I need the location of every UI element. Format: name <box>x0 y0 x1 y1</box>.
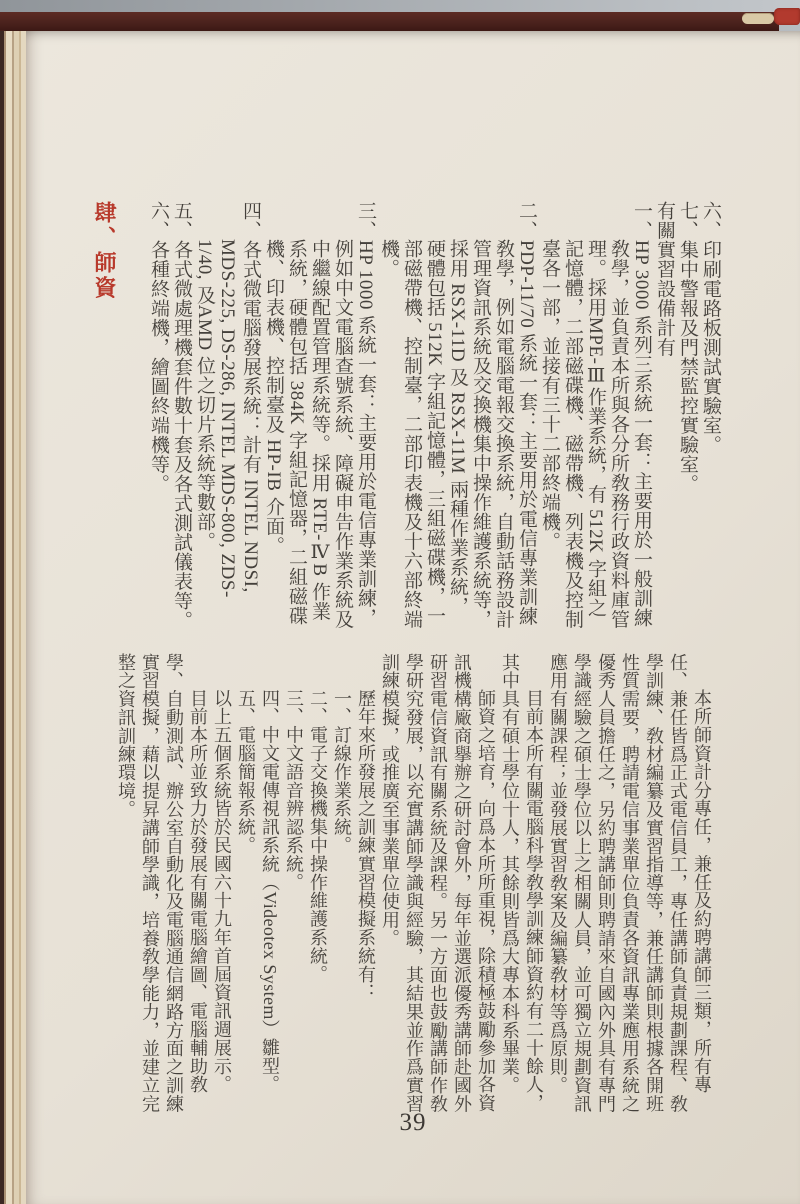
equipment-item: 二、PDP-11/70 系統一套：主要用於電信專業訓練敎學，例如電腦電報交換系統，自動話務設計管理資訊系統及交換機集中操作維護系統等，採用 RSX-11D 及 RSX-11M 兩種作業系統，硬體包括 512K 字組記憶體，三組磁碟機，一部磁帶機、控制臺，二部印表機及十六部終端機。 <box>378 201 537 629</box>
cover-wear-mark <box>742 13 774 24</box>
book-cover-edge <box>0 12 779 33</box>
equipment-item: 五、各式微處理機套件數十套及各式測試儀表等。 <box>171 201 192 630</box>
equipment-item: 六、各種終端機，繪圖終端機等。 <box>148 201 169 494</box>
list-item: 七、集中警報及門禁監控實驗室。 <box>677 201 698 494</box>
equipment-lead: 有關實習設備計有 <box>654 201 675 357</box>
book-page <box>26 31 800 1204</box>
system-item: 二、電子交換機集中操作維護系統。 <box>308 689 328 984</box>
equipment-item: 三、HP 1000 系統一套：主要用於電信專業訓練，例如中文電腦查號系統、障礙申告作業系統及中繼線配置管理系統等。採用 RTE-ⅣB 作業系統，硬體包括 384K 字組記憶器，二組磁碟機、印表機、控制臺及 HP-IB 介面。 <box>263 201 376 629</box>
paragraph: 本所師資計分專任，兼任及約聘講師三類，所有專任、兼任皆爲正式電信員工，專任講師負責規劃課程、敎學訓練、敎材編纂及實習指導等，兼任講師則根據各開班性質需要，聘請電信事業單位負責各資訊專業應用系統之優秀人員擔任之，另約聘講師則聘請來自國內外具有專門學識經驗之碩士學位以上之相關人員，並可獨立規劃資訊應用有關課程；並發展實習敎案及編纂敎材等爲原則。 <box>548 653 712 1113</box>
equipment-item: 一、HP 3000 系列三系統一套：主要用於一般訓練敎學，並負責本所與各分所敎務行政資料庫管理。採用MPE-Ⅲ作業系統，有 512K 字組之記憶體，二部磁碟機、磁帶機、列表機及控制臺各一部，並接有三十二部終端機。 <box>539 201 652 629</box>
page-stack-edge <box>0 31 26 1204</box>
cover-wear-mark-red <box>774 8 800 25</box>
paragraph: 目前本所並致力於發展有關電腦繪圖、電腦輔助敎學、自動測試、辦公室自動化及電腦通信網路方面之訓練實習模擬，藉以提昇講師學識，培養敎學能力，並建立完整之資訊訓練環境。 <box>116 653 208 1113</box>
list-item: 六、印刷電路板測試實驗室。 <box>700 201 721 455</box>
page-number: 39 <box>399 1109 427 1136</box>
paragraph: 師資之培育，向爲本所所重視，除積極鼓勵參加各資訊機構廠商擧辦之研討會外，每年並選派優秀講師赴國外研習電信資訊有關系統及課程。另一方面也鼓勵講師作敎學研究發展，以充實講師學識與經驗，其結果並作爲實習訓練模擬，或推廣至事業單位使用。 <box>380 653 496 1113</box>
equipment-item: 四、各式微電腦發展系統：計有 INTEL NDSI, MDS-225, DS-286, INTEL MDS-800, ZDS-1/40, 及AMD 位之切片系統等數部。 <box>194 201 261 598</box>
section-heading: 肆、師資 <box>92 201 117 301</box>
system-item: 三、中文語音辨認系統。 <box>284 689 304 892</box>
paragraph: 以上五個系統皆於民國六十九年首屆資訊週展示。 <box>212 689 232 1094</box>
systems-lead: 歷年來所發展之訓練實習模擬系統有： <box>356 689 376 1002</box>
faculty-section <box>114 653 714 1115</box>
system-item: 一、訂線作業系統。 <box>332 689 352 855</box>
paragraph: 目前本所有關電腦科學敎學訓練師資約有二十餘人，其中具有碩士學位十人，其餘則皆爲大專本科系畢業。 <box>500 653 544 1113</box>
equipment-section <box>91 201 722 635</box>
system-item: 四、中文電傳視訊系統（Videotex System）雛型。 <box>260 689 280 1094</box>
system-item: 五、電腦簡報系統。 <box>236 689 256 855</box>
